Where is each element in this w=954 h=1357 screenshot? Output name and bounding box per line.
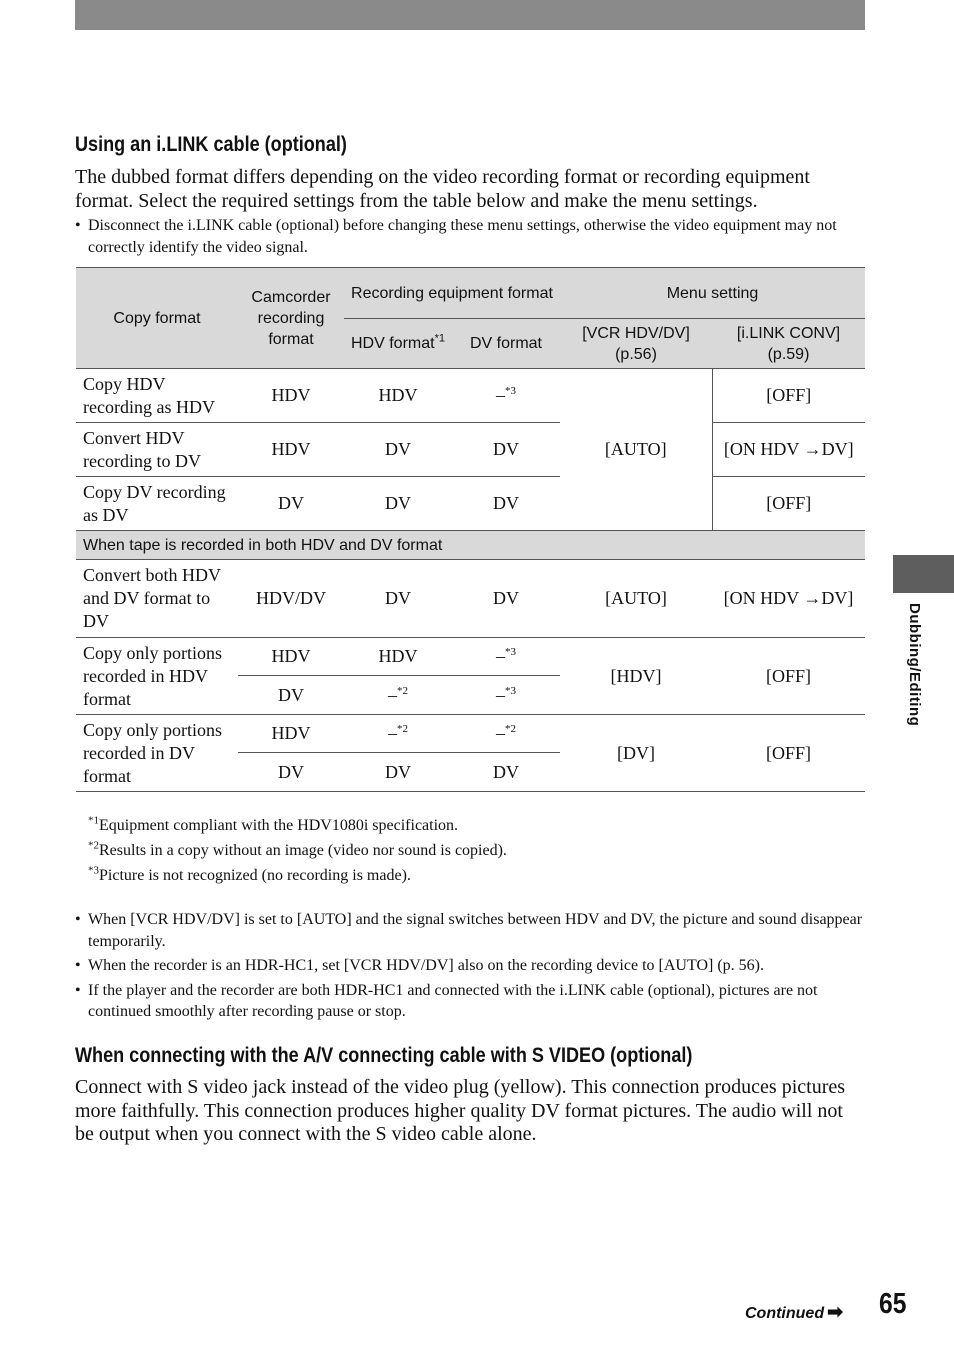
section1-heading: Using an i.LINK cable (optional) [75, 133, 347, 156]
footnote-2: $^{*2}$Results in a copy without an image (video nor sound is copied). [88, 839, 507, 859]
cell-camcorder: HDV [238, 369, 344, 423]
note-text: Disconnect the i.LINK cable (optional) before changing these menu settings, otherwise the video equipment may not correctly identify the video signal. [88, 217, 837, 256]
cell-vcr: [DV] [560, 715, 712, 792]
cell-camcorder: HDV/DV [238, 560, 344, 638]
page-number: 65 [879, 1288, 907, 1320]
section2-body: Connect with S video jack instead of the video plug (yellow). This connection produces pictures more faithfully. This connection produces higher quality DV format pictures. The audio will not be output when you connect with the S video cable alone. [75, 1076, 846, 1145]
cell-dv: –$^{*3}$ [452, 369, 560, 423]
cell-camcorder: DV [238, 477, 344, 531]
cell-copy-format: Convert HDV recording to DV [76, 423, 238, 477]
cell-dv: DV [452, 560, 560, 638]
footnote-3: $^{*3}$Picture is not recognized (no recording is made). [88, 864, 411, 884]
header-bar [75, 0, 865, 30]
cell-hdv: DV [344, 560, 452, 638]
cell-camcorder: DV [238, 753, 344, 792]
cell-camcorder: HDV [238, 423, 344, 477]
arrow-right-icon: ➡ [827, 1302, 844, 1323]
header-camcorder-format: Camcorder recording format [238, 268, 344, 369]
table-row [76, 423, 865, 477]
cell-dv: DV [452, 753, 560, 792]
cell-ilink: [OFF] [712, 477, 865, 531]
header-vcr-hdv-dv: [VCR HDV/DV] (p.56) [560, 319, 712, 369]
cell-copy-format: Copy only portions recorded in DV format [76, 715, 238, 792]
section2-heading: When connecting with the A/V connecting cable with S VIDEO (optional) [75, 1044, 693, 1067]
header-menu-setting: Menu setting [560, 268, 865, 319]
cell-camcorder: DV [238, 676, 344, 715]
table-row [76, 560, 865, 638]
cell-vcr: [AUTO] [560, 560, 712, 638]
cell-hdv: DV [344, 477, 452, 531]
side-tab [893, 555, 954, 593]
copy-format-table [76, 267, 865, 792]
cell-ilink: [OFF] [712, 369, 865, 423]
header-dv-format: DV format [452, 319, 560, 369]
cell-dv: DV [452, 477, 560, 531]
side-tab-label: Dubbing/Editing [906, 603, 923, 727]
section1-note: • Disconnect the i.LINK cable (optional) before changing these menu settings, otherwise the video equipment may not correctly identify the video signal. [75, 217, 837, 256]
cell-vcr: [HDV] [560, 638, 712, 715]
bullet-list [75, 909, 865, 1026]
cell-hdv: DV [344, 423, 452, 477]
cell-copy-format: Convert both HDV and DV format to DV [76, 560, 238, 638]
cell-dv: –$^{*2}$ [452, 715, 560, 753]
footnote-1: $^{*1}$Equipment compliant with the HDV1080i specification. [88, 814, 459, 834]
header-hdv-format: HDV format$^{*1}$ [344, 319, 452, 369]
cell-ilink: [OFF] [712, 715, 865, 792]
cell-ilink: [ON HDV →DV] [712, 560, 865, 638]
cell-hdv: HDV [344, 369, 452, 423]
cell-dv: –$^{*3}$ [452, 676, 560, 715]
cell-hdv: –$^{*2}$ [344, 715, 452, 753]
table-row [76, 477, 865, 531]
table-row [76, 369, 865, 423]
cell-camcorder: HDV [238, 638, 344, 676]
list-item: • If the player and the recorder are both HDR-HC1 and connected with the i.LINK cable (optional), pictures are not continued smoothly after recording pause or stop. [75, 981, 818, 1020]
continued-label: Continued ➡ [745, 1302, 844, 1323]
cell-copy-format: Copy HDV recording as HDV [76, 369, 238, 423]
cell-dv: –$^{*3}$ [452, 638, 560, 676]
cell-copy-format: Copy DV recording as DV [76, 477, 238, 531]
list-item: • When [VCR HDV/DV] is set to [AUTO] and the signal switches between HDV and DV, the picture and sound disappear temporarily. [75, 911, 863, 950]
cell-copy-format: Copy only portions recorded in HDV format [76, 638, 238, 715]
cell-camcorder: HDV [238, 715, 344, 753]
header-copy-format: Copy format [76, 268, 238, 369]
list-item: • When the recorder is an HDR-HC1, set [VCR HDV/DV] also on the recording device to [AUTO] (p. 56). [75, 957, 764, 974]
table-row [76, 715, 865, 753]
cell-ilink: [ON HDV →DV] [712, 423, 865, 477]
table-section-row [76, 531, 865, 560]
header-recording-equipment-format: Recording equipment format [344, 268, 560, 319]
section-label: When tape is recorded in both HDV and DV format [76, 531, 865, 560]
header-ilink-conv: [i.LINK CONV] (p.59) [712, 319, 865, 369]
cell-ilink: [OFF] [712, 638, 865, 715]
cell-vcr: [AUTO] [560, 369, 712, 531]
cell-dv: DV [452, 423, 560, 477]
table-row [76, 638, 865, 676]
cell-hdv: DV [344, 753, 452, 792]
section1-intro: The dubbed format differs depending on the video recording format or recording equipment format. Select the required settings from the table below and make the menu settings. [75, 166, 810, 212]
cell-hdv: HDV [344, 638, 452, 676]
cell-hdv: –$^{*2}$ [344, 676, 452, 715]
